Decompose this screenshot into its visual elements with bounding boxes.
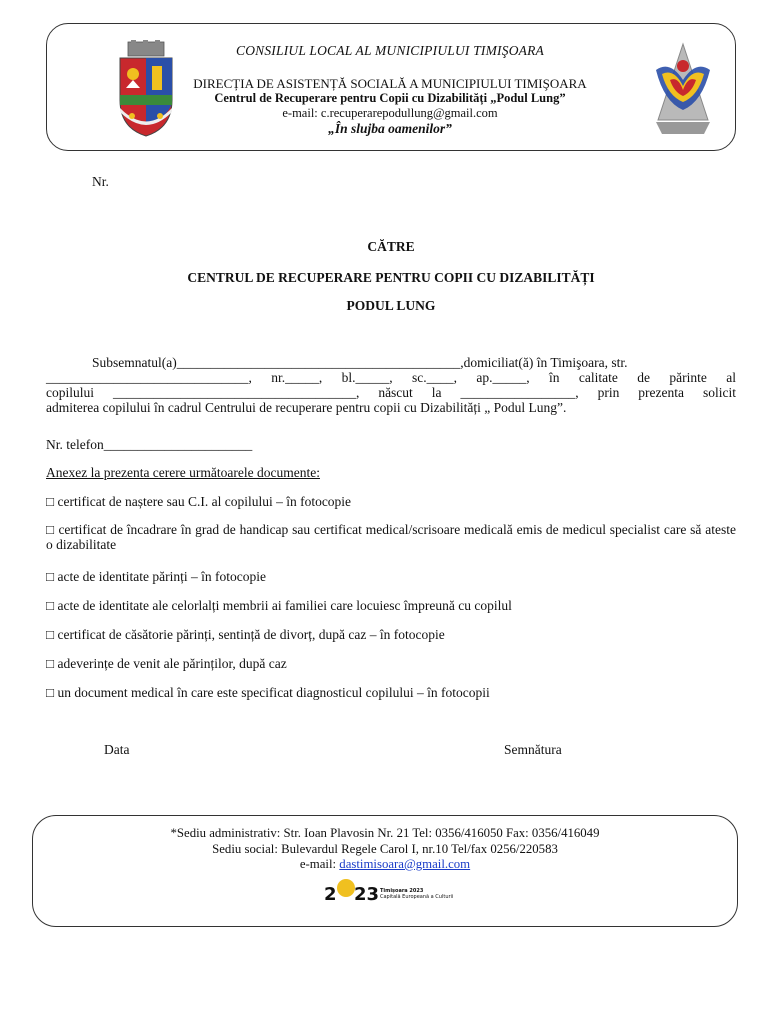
request-line-1: Subsemnatul(a)__________________________________________,domiciliat(ă) în Timişoara, str. — [92, 355, 628, 370]
addressee-line-1: CENTRUL DE RECUPERARE PENTRU COPII CU DIZABILITĂȚI — [187, 270, 595, 285]
logo-caption-2: Capitală Europeană a Culturii — [380, 894, 454, 900]
date-label: Data — [104, 742, 130, 757]
annex-item: □ acte de identitate ale celorlalți membrii ai familiei care locuiesc împreună cu copilul — [46, 598, 512, 613]
footer-email-link[interactable]: dastimisoara@gmail.com — [339, 857, 471, 871]
european-capital-culture-logo — [324, 880, 454, 908]
footer-email: e-mail: dastimisoara@gmail.com — [299, 857, 471, 871]
directorate-name: DIRECȚIA DE ASISTENȚĂ SOCIALĂ A MUNICIPIULUI TIMIŞOARA — [193, 76, 587, 91]
footer-social-address: Sediu social: Bulevardul Regele Carol I, nr.10 Tel/fax 0256/220583 — [212, 842, 558, 856]
logo-year-digit: 2 — [324, 884, 337, 905]
council-title: CONSILIUL LOCAL AL MUNICIPIULUI TIMIŞOARA — [236, 43, 544, 58]
annex-item: □ certificat de încadrare în grad de handicap sau certificat medical/scrisoare medicală emis de medicul specialist care să ateste o dizabilitate — [46, 522, 736, 552]
centre-name: Centrul de Recuperare pentru Copii cu Dizabilități „Podul Lung” — [214, 91, 566, 105]
request-paragraph — [46, 355, 736, 415]
phone-field: Nr. telefon______________________ — [46, 437, 253, 452]
social-assistance-logo-icon — [652, 40, 714, 138]
motto: „În slujba oamenilor” — [328, 121, 452, 136]
addressee-to: CĂTRE — [367, 239, 415, 254]
request-line-2: ______________________________, nr._____, bl._____, sc.____, ap._____, în calitate de părinte al — [46, 370, 736, 385]
annex-item: □ certificat de căsătorie părinți, sentință de divorț, după caz – în fotocopie — [46, 627, 445, 642]
centre-email: e-mail: c.recuperarepodullung@gmail.com — [282, 106, 498, 120]
annex-item: □ adeverințe de venit ale părinților, după caz — [46, 656, 287, 671]
logo-caption-1: Timișoara 2023 — [380, 888, 424, 894]
sun-icon — [336, 878, 356, 898]
annex-heading: Anexez la prezenta cerere următoarele documente: — [46, 465, 320, 480]
annex-item: □ un document medical în care este specificat diagnosticul copilului – în fotocopii — [46, 685, 490, 700]
logo-year-digits: 23 — [354, 884, 380, 905]
registration-number-label: Nr. — [92, 174, 109, 189]
annex-item: □ certificat de naștere sau C.I. al copilului – în fotocopie — [46, 494, 352, 509]
annex-item: □ acte de identitate părinți – în fotocopie — [46, 569, 266, 584]
addressee-line-2: PODUL LUNG — [346, 298, 436, 313]
request-line-3: copilului ____________________________________, născut la _________________, prin prezenta solicit — [46, 385, 736, 400]
signature-label: Semnătura — [504, 742, 562, 757]
footer-admin-address: *Sediu administrativ: Str. Ioan Plavosin Nr. 21 Tel: 0356/416050 Fax: 0356/416049 — [170, 826, 600, 840]
request-line-4: admiterea copilului în cadrul Centrului de recuperare pentru copii cu Dizabilități „ Podul Lung”. — [46, 400, 567, 415]
